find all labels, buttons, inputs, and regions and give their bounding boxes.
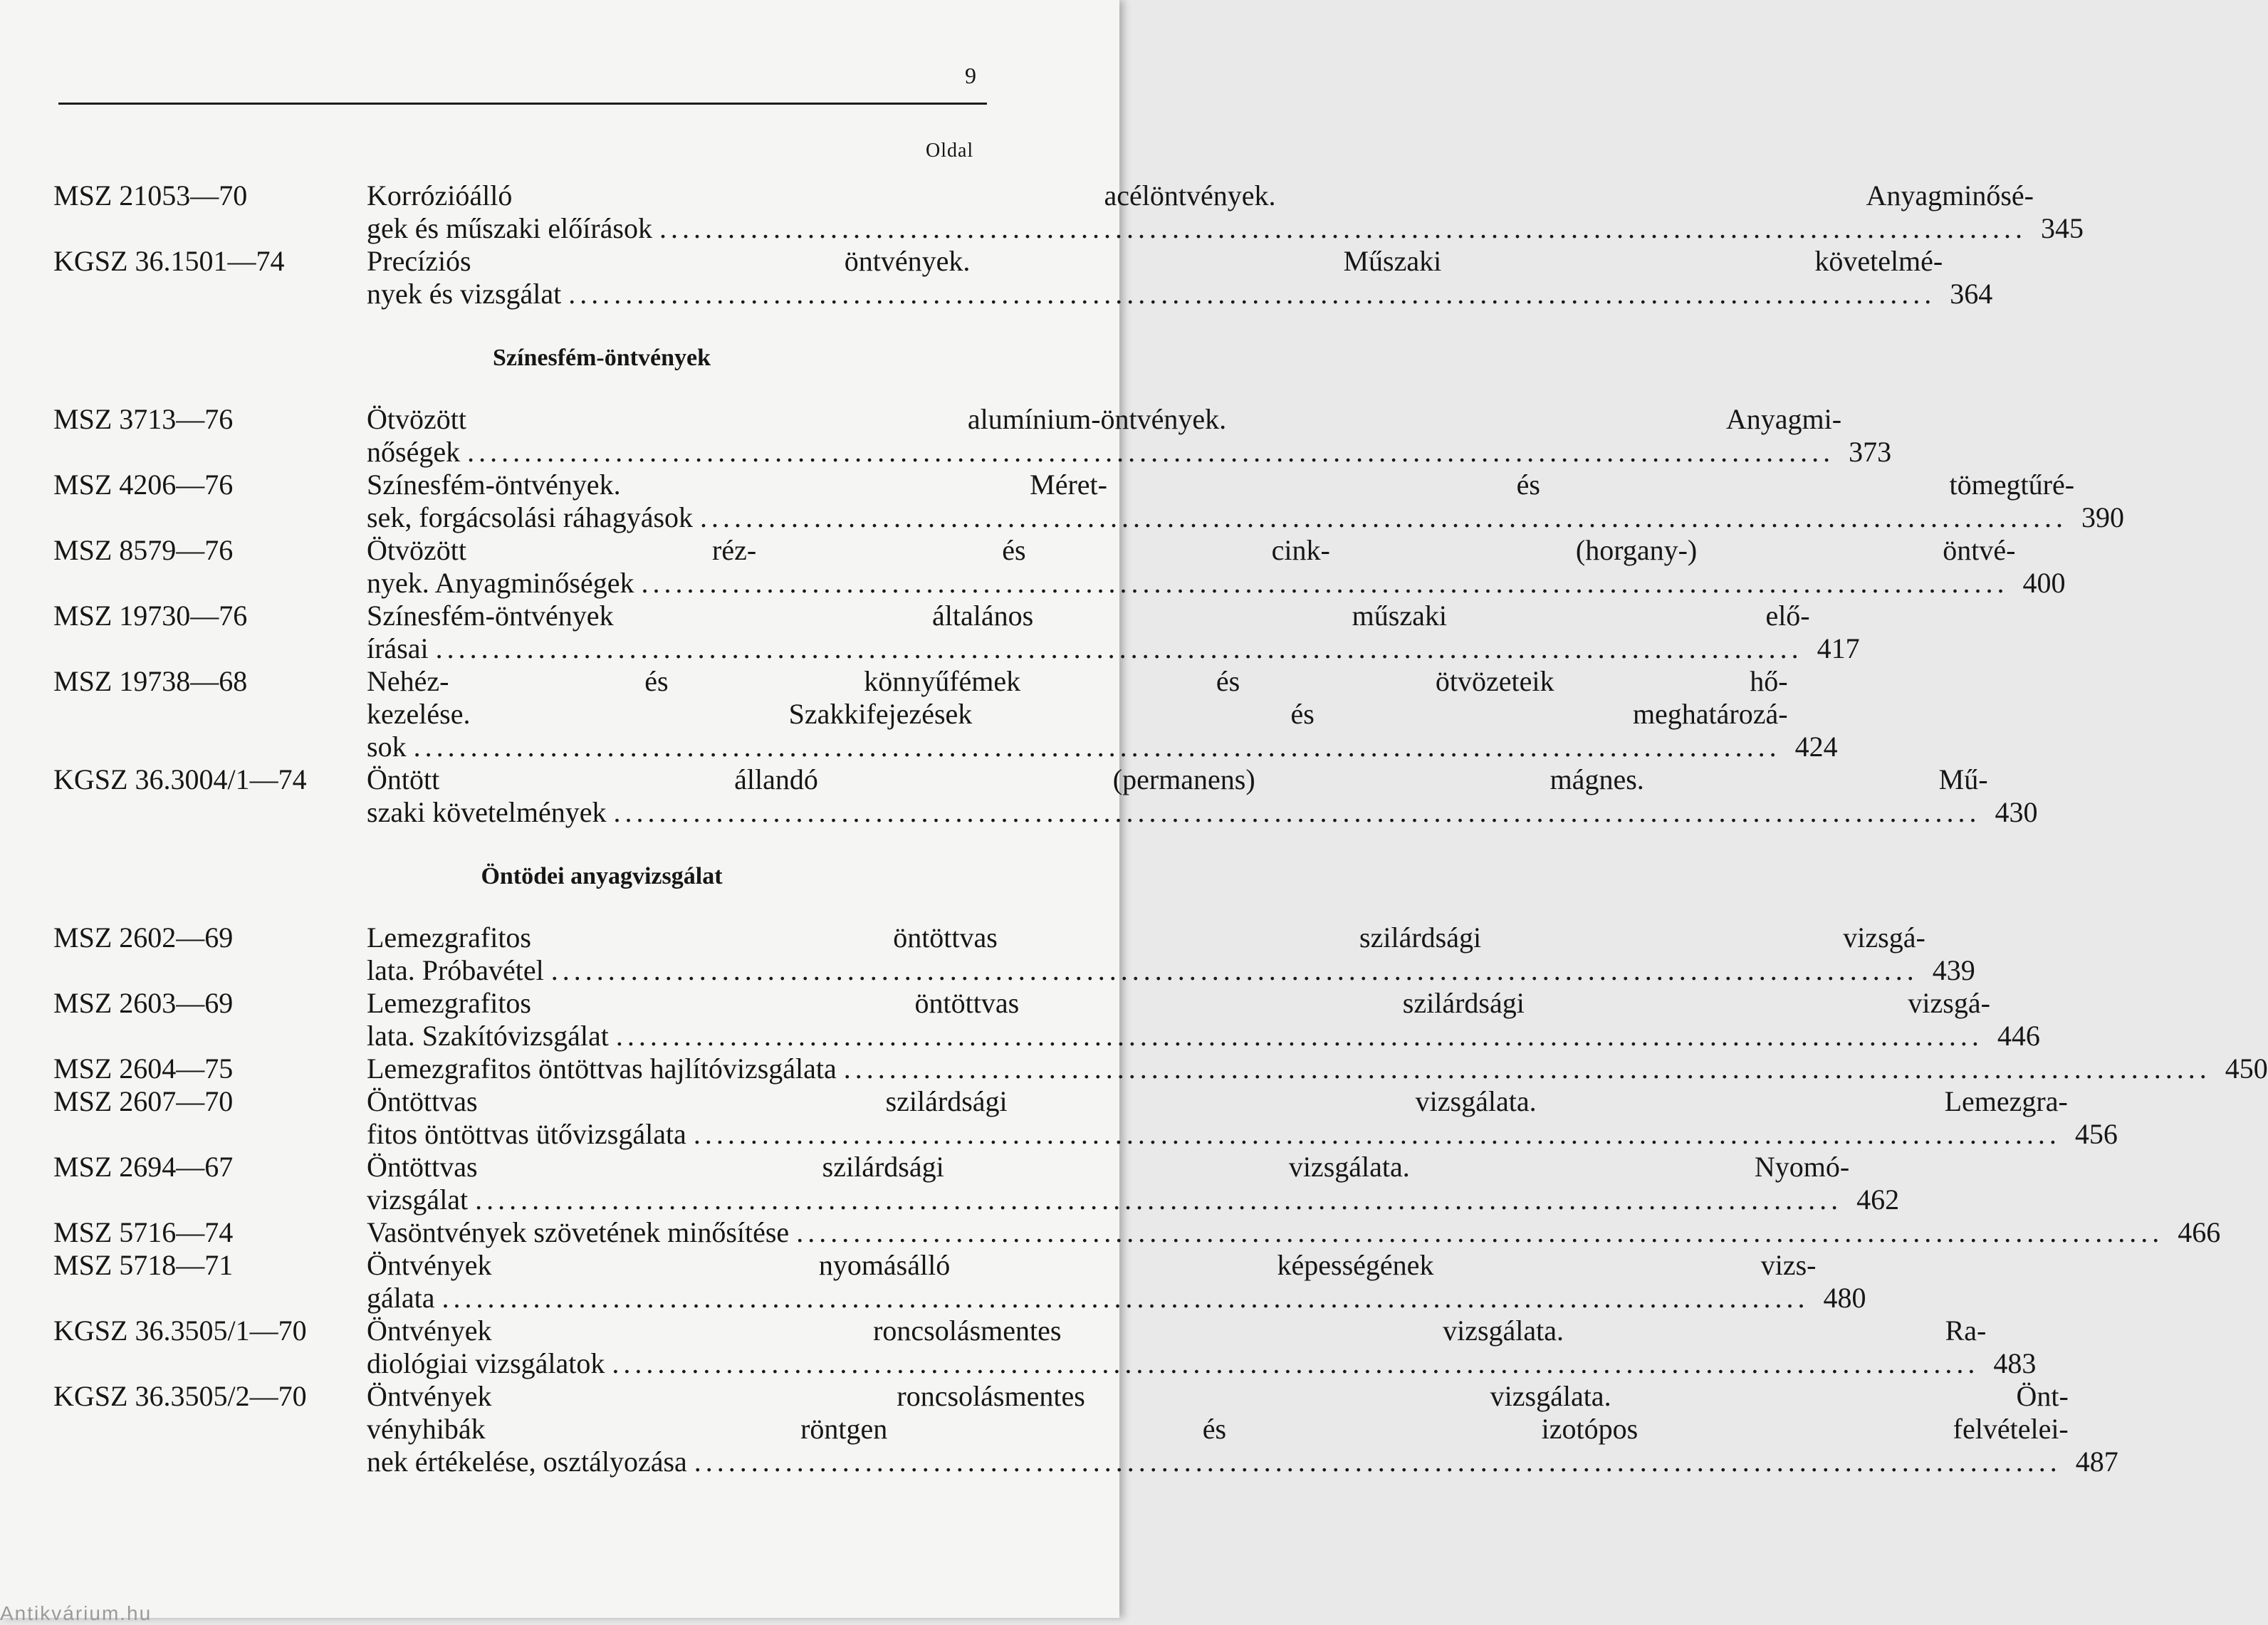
standard-code: MSZ 5716—74 — [53, 1216, 234, 1248]
dot-leader — [612, 1347, 1979, 1380]
title-line — [367, 1020, 2040, 1052]
standard-code: MSZ 2607—70 — [53, 1085, 234, 1117]
page-number: 9 — [965, 63, 976, 88]
standard-code: MSZ 21053—70 — [53, 179, 248, 211]
dot-leader — [642, 567, 2009, 600]
toc-entry — [53, 1151, 1900, 1216]
entry-title — [367, 534, 2066, 600]
entry-title — [367, 1085, 2118, 1151]
title-line: Korrózióálló acélöntvények. Anyagminősé- — [367, 179, 2034, 211]
title-line: Öntöttvas szilárdsági vizsgálata. Nyomó- — [367, 1151, 1850, 1183]
title-text: Lemezgrafitos öntöttvas hajlítóvizsgálata — [367, 1052, 837, 1085]
standard-code: MSZ 2604—75 — [53, 1052, 234, 1085]
title-line — [367, 632, 1860, 665]
title-line — [367, 1216, 2220, 1249]
standard-code: KGSZ 36.3505/2—70 — [53, 1380, 307, 1412]
title-line — [367, 567, 2066, 600]
standard-code: MSZ 5718—71 — [53, 1249, 234, 1281]
entry-title — [367, 1052, 2268, 1085]
standard-code: MSZ 2602—69 — [53, 921, 234, 953]
page-reference: 439 — [1932, 954, 1975, 986]
dot-leader — [694, 1118, 2061, 1151]
page-reference: 462 — [1856, 1184, 1900, 1216]
title-line: Öntvények roncsolásmentes vizsgálata. Ra- — [367, 1315, 1987, 1347]
page-reference: 456 — [2074, 1118, 2118, 1150]
title-line — [367, 731, 1838, 763]
toc-entry — [53, 245, 1993, 310]
toc-entry — [53, 1249, 1866, 1315]
toc-entry — [53, 179, 2084, 245]
title-line: Színesfém-öntvények. Méret- és tömegtűré- — [367, 469, 2075, 501]
page-reference: 466 — [2178, 1216, 2221, 1248]
page-reference: 483 — [1993, 1347, 2037, 1379]
section-heading: Színesfém-öntvények — [493, 345, 711, 371]
standard-code: KGSZ 36.3505/1—70 — [53, 1315, 307, 1347]
toc-entry — [53, 987, 2040, 1052]
dot-leader — [616, 1020, 1983, 1052]
standard-code: MSZ 19730—76 — [53, 600, 248, 632]
standard-code: KGSZ 36.1501—74 — [53, 245, 285, 277]
title-line — [367, 1052, 2268, 1085]
title-line — [367, 1282, 1866, 1315]
entry-title — [367, 921, 1975, 987]
page-reference: 450 — [2225, 1052, 2268, 1085]
page-reference: 400 — [2022, 567, 2066, 599]
entry-title — [367, 179, 2084, 245]
title-text: írásai — [367, 632, 429, 664]
toc-entry — [53, 1380, 2118, 1478]
page-reference: 424 — [1794, 731, 1838, 763]
entry-title — [367, 987, 2040, 1052]
toc-entry — [53, 763, 2038, 829]
page-reference: 373 — [1849, 436, 1892, 468]
title-line: Lemezgrafitos öntöttvas szilárdsági vizsgá- — [367, 921, 1925, 953]
title-line: vényhibák röntgen és izotópos felvételei- — [367, 1413, 2069, 1445]
title-line: Ötvözött réz- és cink- (horgany-) öntvé- — [367, 534, 2016, 566]
dot-leader — [659, 212, 2027, 245]
entry-title — [367, 1380, 2118, 1478]
watermark-text: Antikvárium.hu — [0, 1602, 152, 1624]
dot-leader — [700, 501, 2067, 534]
page-column-header: Oldal — [926, 140, 974, 162]
dot-leader — [436, 632, 1803, 665]
title-line: Lemezgrafitos öntöttvas szilárdsági vizsgá- — [367, 987, 1990, 1019]
title-line: Öntött állandó (permanens) mágnes. Mű- — [367, 763, 1988, 795]
toc-entry — [53, 534, 2066, 600]
dot-leader — [551, 954, 1918, 987]
dot-leader — [568, 278, 1935, 310]
title-line: Színesfém-öntvények általános műszaki elő- — [367, 600, 1810, 632]
title-text: szaki követelmények — [367, 796, 607, 828]
title-line — [367, 1347, 2036, 1380]
toc-entry — [53, 600, 1860, 665]
page-reference: 390 — [2081, 501, 2125, 533]
standard-code: MSZ 8579—76 — [53, 534, 234, 566]
title-line: kezelése. Szakkifejezések és meghatározá- — [367, 698, 1788, 730]
toc-entry — [53, 921, 1975, 987]
page-reference: 480 — [1823, 1282, 1866, 1314]
standard-code: KGSZ 36.3004/1—74 — [53, 763, 307, 795]
dot-leader — [414, 731, 1781, 763]
title-line — [367, 1118, 2118, 1151]
entry-title — [367, 403, 1891, 469]
page-reference: 487 — [2075, 1446, 2118, 1478]
title-text: nőségek — [367, 436, 461, 468]
title-text: sok — [367, 731, 407, 763]
dot-leader — [796, 1216, 2163, 1249]
dot-leader — [475, 1184, 1842, 1216]
title-text: lata. Próbavétel — [367, 954, 544, 986]
entry-title — [367, 245, 1992, 310]
title-text: nyek és vizsgálat — [367, 278, 562, 310]
entry-title — [367, 665, 1838, 763]
title-line — [367, 1446, 2118, 1478]
title-line: Öntvények roncsolásmentes vizsgálata. Önt- — [367, 1380, 2069, 1412]
page-reference: 417 — [1817, 632, 1860, 664]
entry-title — [367, 1216, 2220, 1249]
header-rule — [58, 103, 987, 105]
standard-code: MSZ 3713—76 — [53, 403, 234, 435]
title-line — [367, 796, 2038, 829]
toc-entry — [53, 1052, 2268, 1085]
entry-title — [367, 1249, 1866, 1315]
page-reference: 364 — [1950, 278, 1993, 310]
standard-code: MSZ 2603—69 — [53, 987, 234, 1019]
title-text: gálata — [367, 1282, 435, 1314]
title-line — [367, 1184, 1899, 1216]
dot-leader — [614, 796, 1981, 829]
dot-leader — [442, 1282, 1809, 1315]
dot-leader — [844, 1052, 2211, 1085]
standard-code: MSZ 19738—68 — [53, 665, 248, 697]
title-line — [367, 212, 2084, 245]
title-text: nek értékelése, osztályozása — [367, 1446, 687, 1478]
toc-entry — [53, 1315, 2037, 1380]
entry-title — [367, 469, 2124, 534]
toc-entry — [53, 469, 2125, 534]
title-line: Nehéz- és könnyűfémek és ötvözeteik hő- — [367, 665, 1788, 697]
page-reference: 446 — [1997, 1020, 2040, 1052]
section-heading: Öntödei anyagvizsgálat — [481, 863, 723, 889]
title-text: nyek. Anyagminőségek — [367, 567, 634, 599]
toc-entry — [53, 1085, 2118, 1151]
standard-code: MSZ 2694—67 — [53, 1151, 234, 1183]
toc-entry — [53, 403, 1892, 469]
title-text: gek és műszaki előírások — [367, 212, 652, 244]
title-text: lata. Szakítóvizsgálat — [367, 1020, 609, 1052]
title-text: sek, forgácsolási ráhagyások — [367, 501, 694, 533]
title-text: vizsgálat — [367, 1184, 469, 1216]
title-line: Öntvények nyomásálló képességének vizs- — [367, 1249, 1817, 1281]
standard-code: MSZ 4206—76 — [53, 469, 234, 501]
title-line — [367, 954, 1975, 987]
entry-title — [367, 600, 1860, 665]
dot-leader — [694, 1446, 2061, 1478]
title-line: Precíziós öntvények. Műszaki követelmé- — [367, 245, 1943, 277]
toc-entry — [53, 665, 1838, 763]
title-line — [367, 501, 2124, 534]
page-reference: 345 — [2041, 212, 2084, 244]
toc-entry — [53, 1216, 2221, 1249]
title-text: fitos öntöttvas ütővizsgálata — [367, 1118, 686, 1150]
title-text: diológiai vizsgálatok — [367, 1347, 605, 1379]
title-line — [367, 278, 1992, 310]
title-line: Ötvözött alumínium-öntvények. Anyagmi- — [367, 403, 1842, 435]
table-of-contents — [53, 179, 2268, 1478]
dot-leader — [467, 436, 1834, 469]
entry-title — [367, 763, 2038, 829]
entry-title — [367, 1315, 2036, 1380]
entry-title — [367, 1151, 1899, 1216]
page-reference: 430 — [1995, 796, 2038, 828]
title-line: Öntöttvas szilárdsági vizsgálata. Lemezgra- — [367, 1085, 2068, 1117]
title-line — [367, 436, 1891, 469]
title-text: Vasöntvények szövetének minősítése — [367, 1216, 790, 1248]
